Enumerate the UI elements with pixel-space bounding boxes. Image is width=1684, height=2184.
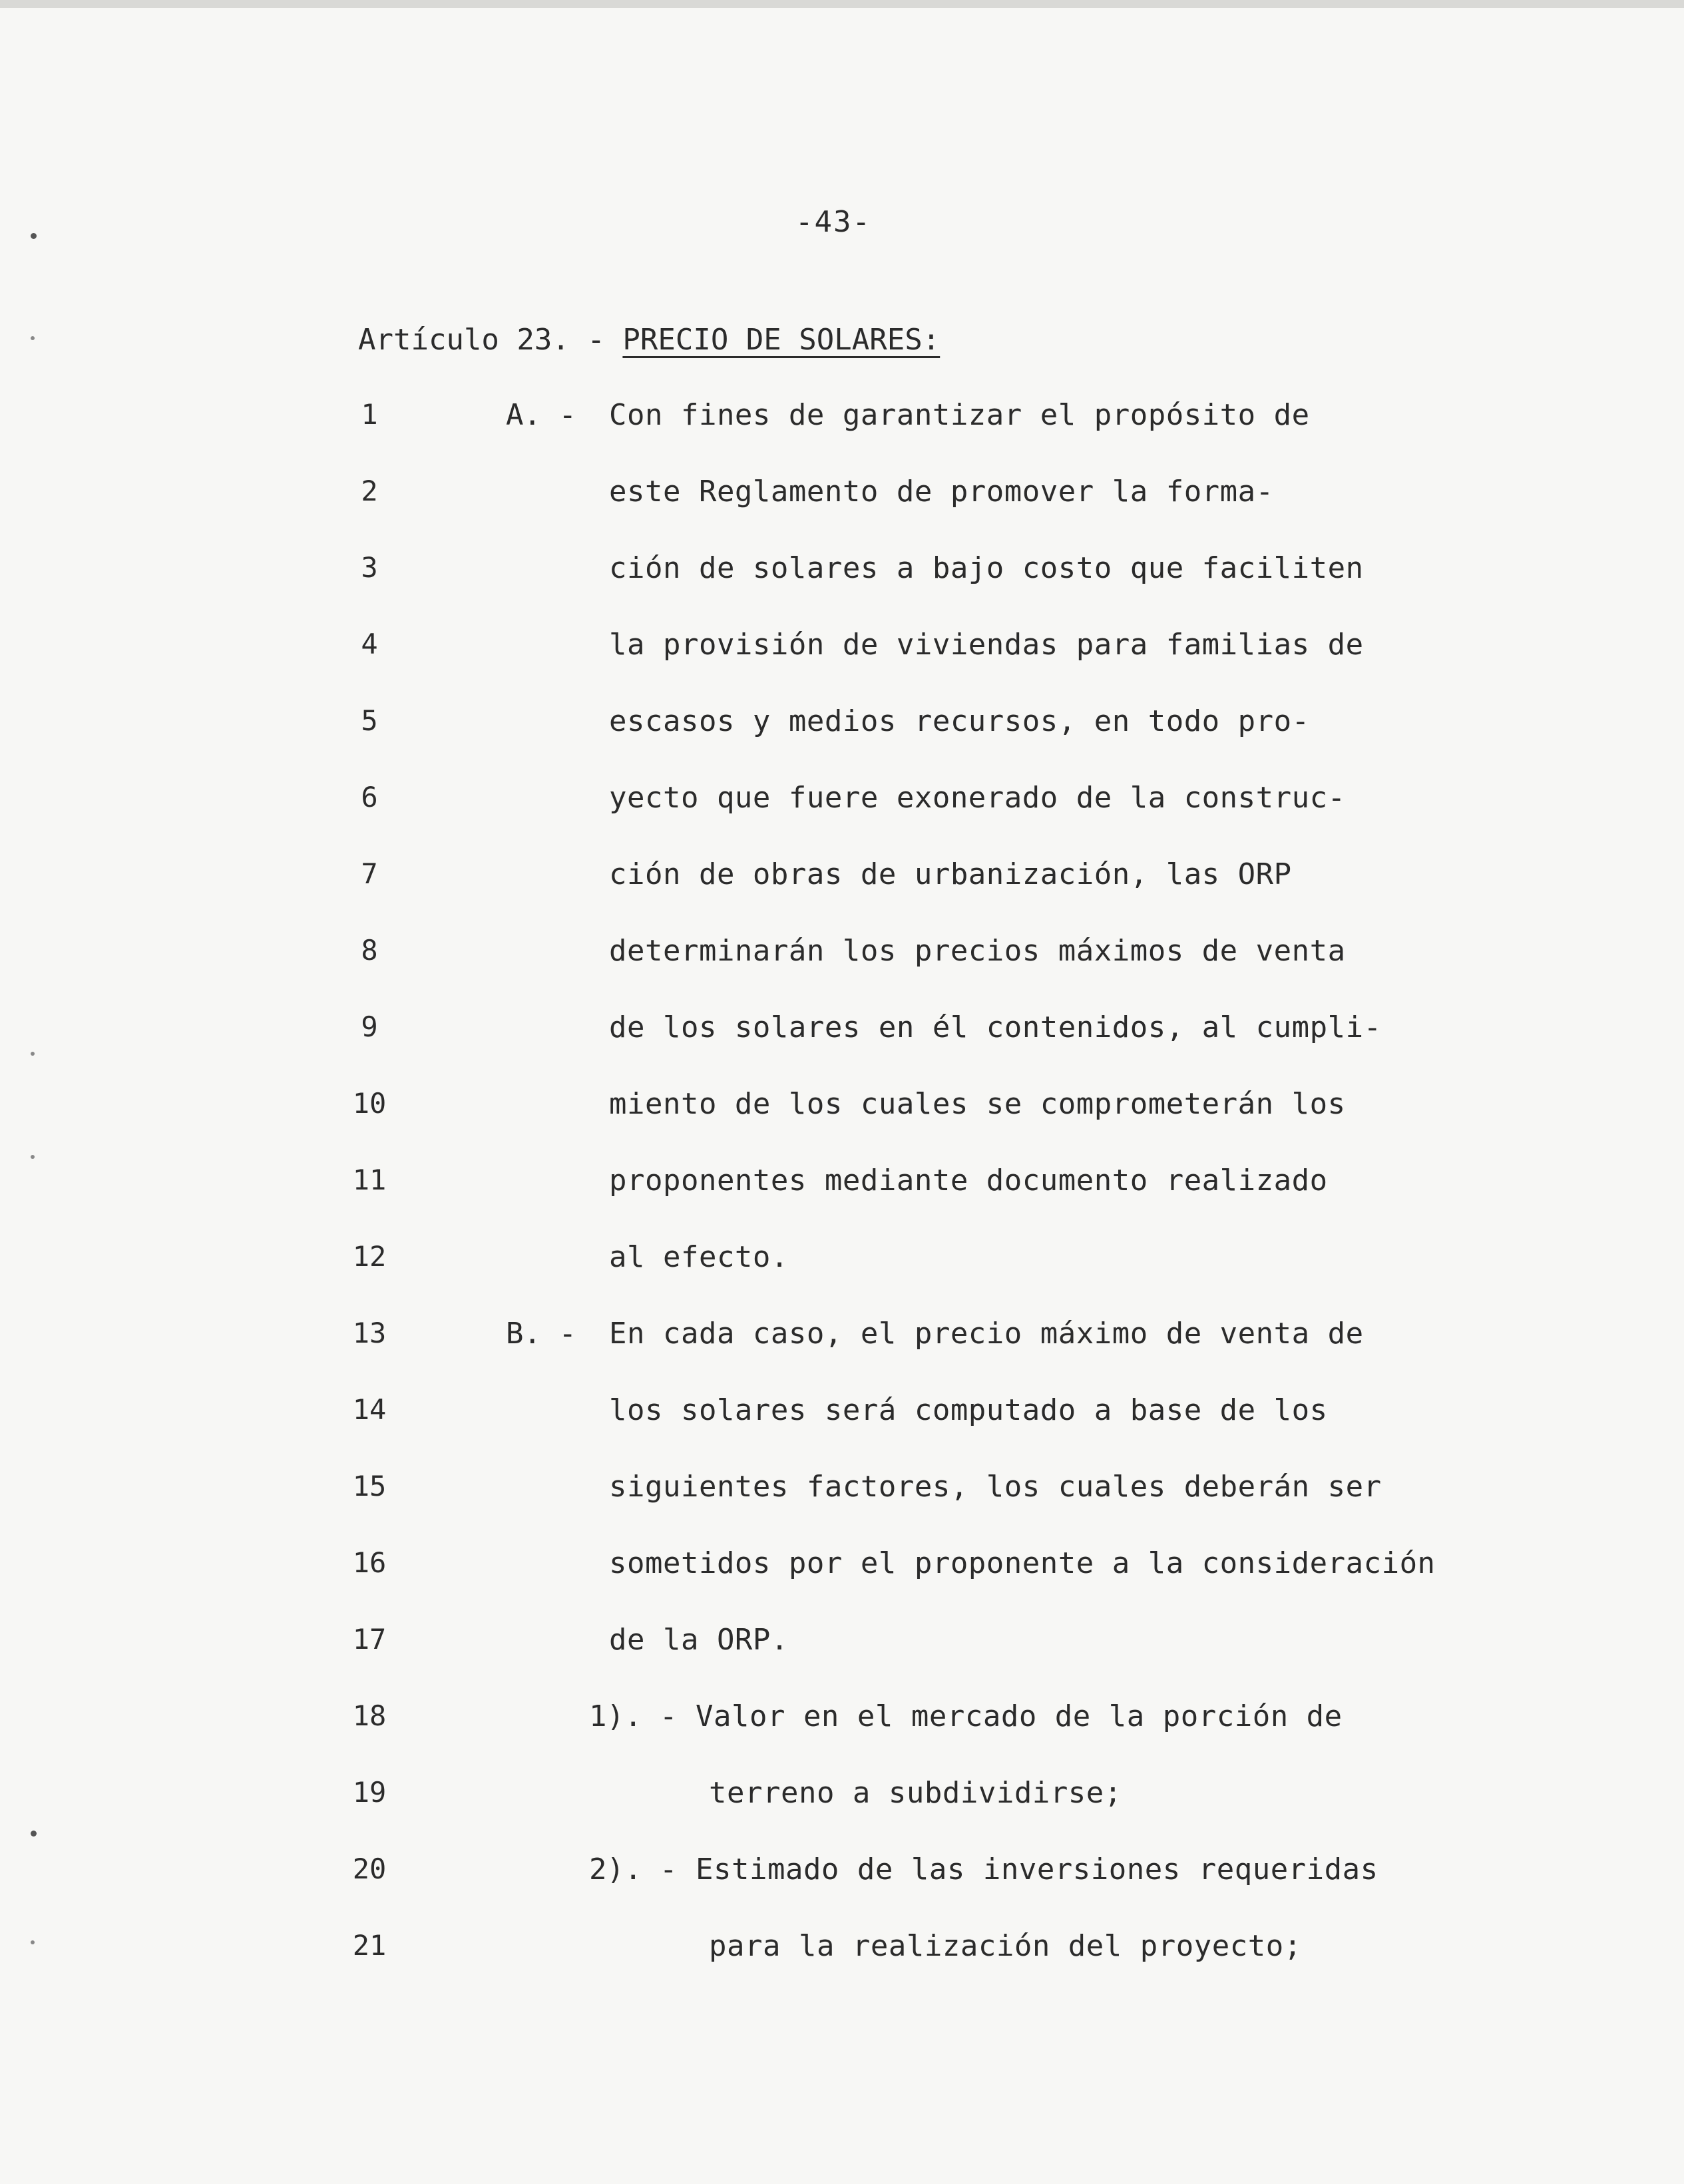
text-line: al efecto. <box>609 1240 789 1274</box>
text-line: siguientes factores, los cuales deberán ser <box>609 1470 1382 1504</box>
margin-hole-mark <box>31 1155 35 1159</box>
text-line: los solares será computado a base de los <box>609 1393 1328 1427</box>
line-number: 15 <box>352 1470 387 1502</box>
margin-hole-mark <box>31 1052 35 1056</box>
article-number: Artículo 23. - <box>358 323 605 357</box>
line-number: 20 <box>352 1853 387 1885</box>
line-number: 10 <box>352 1087 387 1120</box>
paragraph-label: A. - <box>506 398 576 432</box>
line-number: 19 <box>352 1776 387 1809</box>
text-line: Estimado de las inversiones requeridas <box>696 1853 1378 1886</box>
line-number: 7 <box>361 857 378 890</box>
line-number: 6 <box>361 781 378 813</box>
line-number: 1 <box>361 398 378 431</box>
line-number: 4 <box>361 628 378 660</box>
article-title: PRECIO DE SOLARES: <box>622 323 941 357</box>
text-line: la provisión de viviendas para familias de <box>609 628 1364 662</box>
text-line: En cada caso, el precio máximo de venta de <box>609 1317 1364 1351</box>
paragraph-label: 1). - <box>589 1699 678 1733</box>
line-number: 17 <box>352 1623 387 1655</box>
margin-hole-mark <box>31 1831 37 1837</box>
article-heading <box>358 323 940 357</box>
line-number: 2 <box>361 475 378 507</box>
line-number: 12 <box>352 1240 387 1273</box>
line-number: 18 <box>352 1699 387 1732</box>
text-line: terreno a subdividirse; <box>709 1776 1122 1810</box>
paragraph-label: 2). - <box>589 1853 678 1886</box>
page-number: -43- <box>795 205 871 239</box>
text-line: proponentes mediante documento realizado <box>609 1164 1328 1198</box>
paragraph-label: B. - <box>506 1317 576 1351</box>
line-number: 9 <box>361 1010 378 1043</box>
line-number: 13 <box>352 1317 387 1349</box>
text-line: de los solares en él contenidos, al cumpli- <box>609 1010 1382 1044</box>
text-line: escasos y medios recursos, en todo pro- <box>609 704 1310 738</box>
margin-hole-mark <box>31 233 37 239</box>
text-line: miento de los cuales se comprometerán los <box>609 1087 1346 1121</box>
line-number: 8 <box>361 934 378 967</box>
text-line: para la realización del proyecto; <box>709 1929 1302 1963</box>
text-line: Valor en el mercado de la porción de <box>696 1699 1343 1733</box>
text-line: yecto que fuere exonerado de la construc- <box>609 781 1346 815</box>
page-top-edge <box>0 0 1684 8</box>
line-number: 16 <box>352 1546 387 1579</box>
text-line: de la ORP. <box>609 1623 789 1657</box>
line-number: 5 <box>361 704 378 737</box>
margin-hole-mark <box>31 336 35 340</box>
line-number: 21 <box>352 1929 387 1962</box>
text-line: este Reglamento de promover la forma- <box>609 475 1274 509</box>
text-line: determinarán los precios máximos de venta <box>609 934 1346 968</box>
text-line: ción de solares a bajo costo que faciliten <box>609 551 1364 585</box>
margin-hole-mark <box>31 1940 35 1944</box>
line-number: 3 <box>361 551 378 584</box>
line-number: 14 <box>352 1393 387 1426</box>
text-line: Con fines de garantizar el propósito de <box>609 398 1310 432</box>
text-line: sometidos por el proponente a la consideración <box>609 1546 1436 1580</box>
text-line: ción de obras de urbanización, las ORP <box>609 857 1292 891</box>
line-number: 11 <box>352 1164 387 1196</box>
